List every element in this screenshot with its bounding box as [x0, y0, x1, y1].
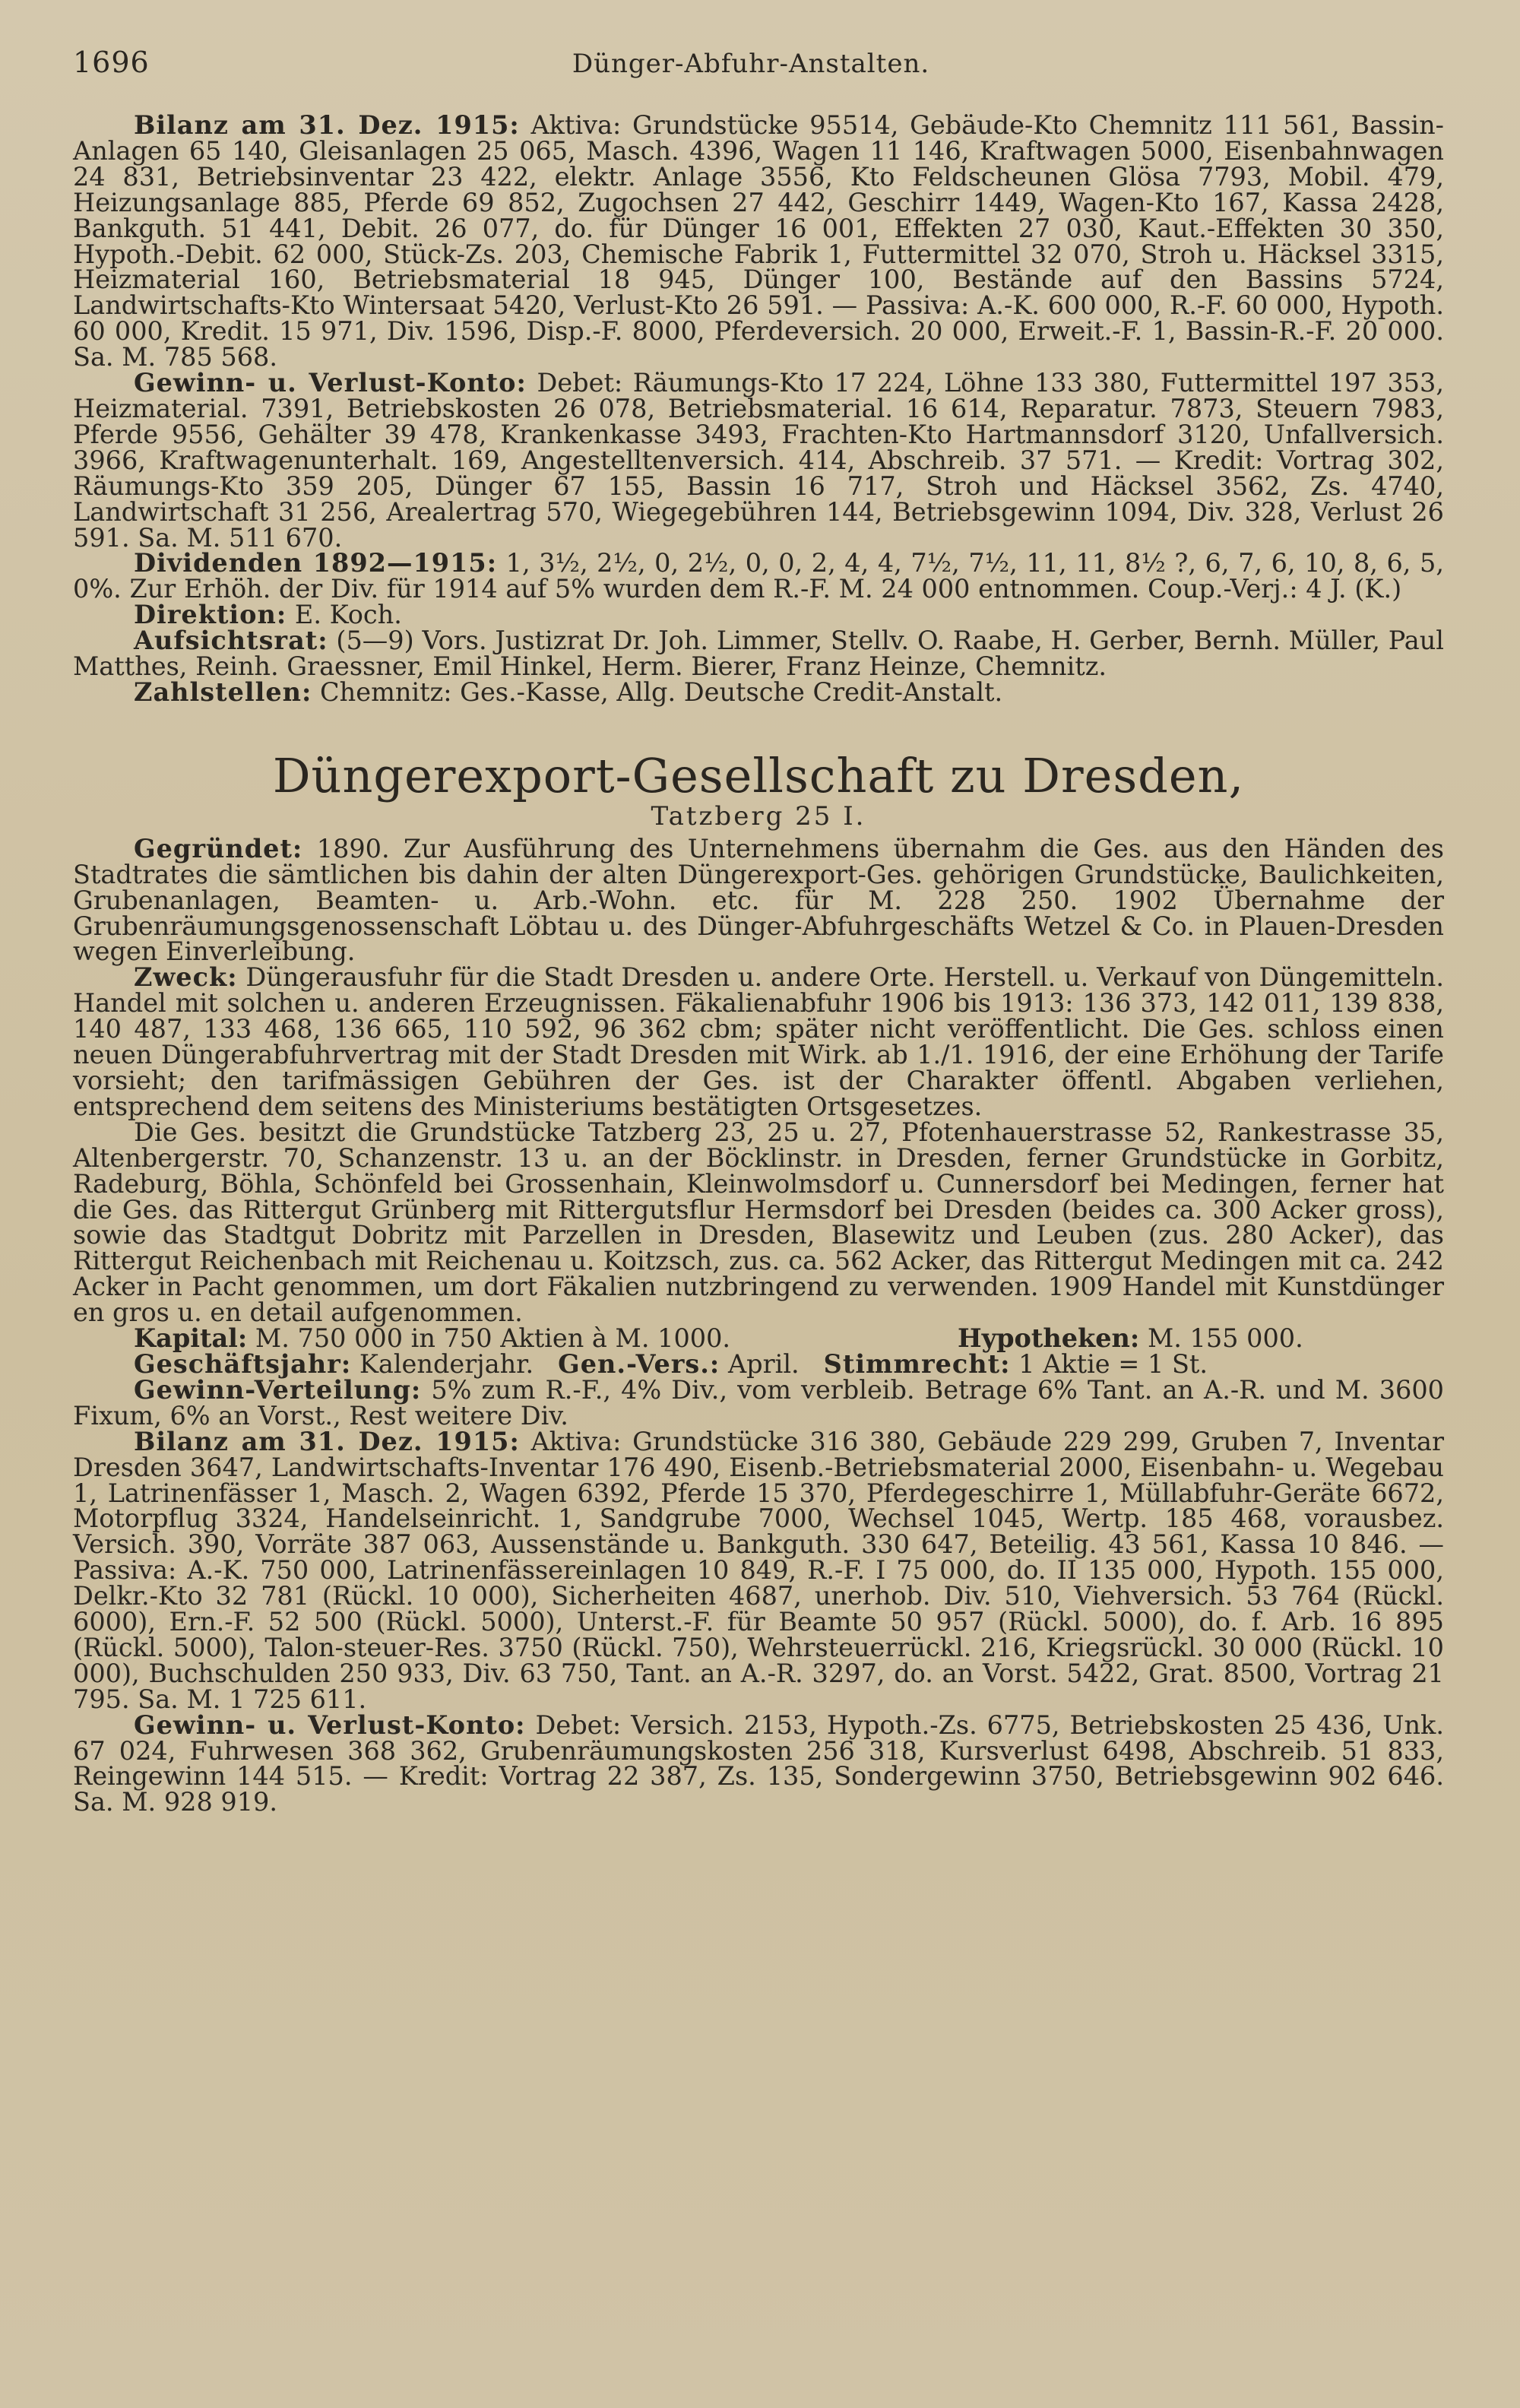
kapital-label: Kapital: — [134, 1323, 248, 1354]
aufsichtsrat-paragraph — [73, 628, 1444, 680]
hypotheken-label: Hypotheken: — [958, 1323, 1140, 1354]
hypotheken-text: M. 155 000. — [1147, 1323, 1303, 1354]
stimmrecht-label: Stimmrecht: — [823, 1348, 1011, 1379]
kapital-text: M. 750 000 in 750 Aktien à M. 1000. — [255, 1323, 731, 1354]
bilanz2-label: Bilanz am 31. Dez. 1915: — [134, 1426, 520, 1456]
guv2-paragraph — [73, 1709, 1445, 1817]
guv2-label: Gewinn- u. Verlust-Konto: — [134, 1709, 526, 1740]
company-title: Düngerexport-Gesellschaft zu Dresden, — [272, 747, 1245, 803]
zahlstellen-text: Chemnitz: Ges.-Kasse, Allg. Deutsche Credit-Anstalt. — [320, 676, 1003, 707]
dividenden-label: Dividenden 1892—1915: — [134, 548, 498, 578]
bilanz-label: Bilanz am 31. Dez. 1915: — [134, 110, 520, 140]
page-number: 1696 — [73, 46, 150, 79]
gegruendet-paragraph — [73, 833, 1444, 967]
gegruendet-text: 1890. Zur Ausführung des Unternehmens übernahm die Ges. aus den Händen des Stadtrates die sämtlichen bis dahin der alten Düngerexport-Ges. gehörigen Grundstücke, Baulichkeiten, Grubenanlagen, Beamten- u. Arb.-Wohn. etc. für M. 228 250. 1902 Übernahme der Grubenräumungsgenossenschaft Löbtau u. des Dünger-Abfuhrgeschäfts Wetzel & Co. in Plauen-Dresden wegen Einverleibung. — [73, 833, 1444, 967]
zweck-label: Zweck: — [134, 962, 238, 993]
bilanz2-text: Aktiva: Grundstücke 316 380, Gebäude 229 299, Gruben 7, Inventar Dresden 3647, Landwirtschafts-Inventar 176 490, Eisenb.-Betriebsmaterial 2000, Eisenbahn- u. Wegebau 1, Latrinenfässer 1, Masch. 2, Wagen 6392, Pferde 15 370, Pferdegeschirre 1, Müllabfuhr-Geräte 6672, Motorpflug 3324, Handelseinricht. 1, Sandgrube 7000, Wechsel 1045, Wertp. 185 468, vorausbez. Versich. 390, Vorräte 387 063, Aussenstände u. Bankguth. 330 647, Beteilig. 43 561, Kassa 10 846. — Passiva: A.-K. 750 000, Latrinenfässereinlagen 10 849, R.-F. I 75 000, do. II 135 000, Hypoth. 155 000, Delkr.-Kto 32 781 (Rückl. 10 000), Sicherheiten 4687, unerhob. Div. 510, Viehversich. 53 764 (Rückl. 6000), Ern.-F. 52 500 (Rückl. 5000), Unterst.-F. für Beamte 50 957 (Rückl. 5000), do. f. Arb. 16 895 (Rückl. 5000), Talon-steuer-Res. 3750 (Rückl. 750), Wehrsteuerrückl. 216, Kriegsrückl. 30 000 (Rückl. 10 000), Buchschulden 250 933, Div. 63 750, Tant. an A.-R. 3297, do. an Vorst. 5422, Grat. 8500, Vortrag 21 795. Sa. M. 1 725 611. — [73, 1426, 1444, 1714]
geschaeftsjahr-label: Geschäftsjahr: — [134, 1348, 352, 1379]
aufsichtsrat-label: Aufsichtsrat: — [134, 626, 328, 656]
stimmrecht-text: 1 Aktie = 1 St. — [1018, 1348, 1208, 1379]
company-address: Tatzberg 25 I. — [651, 800, 866, 832]
gegruendet-label: Gegründet: — [134, 833, 303, 863]
running-head: Dünger-Abfuhr-Anstalten. — [572, 49, 930, 79]
bilanz-text: Aktiva: Grundstücke 95514, Gebäude-Kto Chemnitz 111 561, Bassin-Anlagen 65 140, Gleisanlagen 25 065, Masch. 4396, Wagen 11 146, Kraftwagen 5000, Eisenbahnwagen 24 831, Betriebsinventar 23 422, elektr. Anlage 3556, Kto Feldscheunen Glösa 7793, Mobil. 479, Heizungsanlage 885, Pferde 69 852, Zugochsen 27 442, Geschirr 1449, Wagen-Kto 167, Kassa 2428, Bankguth. 51 441, Debit. 26 077, do. für Dünger 16 001, Effekten 27 030, Kaut.-Effekten 30 350, Hypoth.-Debit. 62 000, Stück-Zs. 203, Chemische Fabrik 1, Futtermittel 32 070, Stroh u. Häcksel 3315, Heizmaterial 160, Betriebsmaterial 18 945, Dünger 100, Bestände auf den Bassins 5724, Landwirtschafts-Kto Wintersaat 5420, Verlust-Kto 26 591. — Passiva: A.-K. 600 000, R.-F. 60 000, Hypoth. 60 000, Kredit. 15 971, Div. 1596, Disp.-F. 8000, Pferdeversich. 20 000, Erweit.-F. 1, Bassin-R.-F. 20 000. Sa. M. 785 568. — [73, 110, 1444, 372]
kapital-row — [73, 1323, 1444, 1354]
bilanz-paragraph — [73, 112, 1444, 370]
zahlstellen-label: Zahlstellen: — [134, 676, 312, 707]
direktion-text: E. Koch. — [294, 600, 402, 630]
geschaeftsjahr-text: Kalenderjahr. — [359, 1348, 534, 1379]
geschaeftsjahr-paragraph — [73, 1348, 1444, 1379]
guv2-text: Debet: Versich. 2153, Hypoth.-Zs. 6775, Betriebskosten 25 436, Unk. 67 024, Fuhrwesen 368 362, Grubenräumungskosten 256 318, Kursverlust 6498, Abschreib. 51 833, Reingewinn 144 515. — Kredit: Vortrag 22 387, Zs. 135, Sondergewinn 3750, Betriebsgewinn 902 646. Sa. M. 928 919. — [73, 1709, 1445, 1817]
dividenden-paragraph — [73, 550, 1444, 602]
guv-label: Gewinn- u. Verlust-Konto: — [134, 368, 527, 398]
gewinnverteilung-paragraph — [73, 1374, 1444, 1431]
gewinnverteilung-text: 5% zum R.-F., 4% Div., vom verbleib. Betrage 6% Tant. an A.-R. und M. 3600 Fixum, 6% an Vorst., Rest weitere Div. — [73, 1374, 1444, 1431]
direktion-paragraph — [73, 602, 1444, 628]
bilanz2-paragraph — [73, 1426, 1444, 1714]
zahlstellen-paragraph — [73, 676, 1444, 707]
guv-paragraph — [73, 368, 1444, 553]
gewinnverteilung-label: Gewinn-Verteilung: — [134, 1374, 422, 1405]
genvers-label: Gen.-Vers.: — [558, 1348, 720, 1379]
zweck-text: Düngerausfuhr für die Stadt Dresden u. andere Orte. Herstell. u. Verkauf von Düngemitteln. Handel mit solchen u. anderen Erzeugnissen. Fäkalienabfuhr 1906 bis 1913: 136 373, 142 011, 139 838, 140 487, 133 468, 136 665, 110 592, 96 362 cbm; später nicht veröffentlicht. Die Ges. schloss einen neuen Düngerabfuhrvertrag mit der Stadt Dresden mit Wirk. ab 1./1. 1916, der eine Erhöhung der Tarife vorsieht; den tarifmässigen Gebühren der Ges. ist der Charakter öffentl. Abgaben verliehen, entsprechend dem seitens des Ministeriums bestätigten Ortsgesetzes. — [73, 962, 1444, 1121]
direktion-label: Direktion: — [134, 600, 287, 630]
genvers-text: April. — [727, 1348, 800, 1379]
aufsichtsrat-text: (5—9) Vors. Justizrat Dr. Joh. Limmer, Stellv. O. Raabe, H. Gerber, Bernh. Müller, Paul Matthes, Reinh. Graessner, Emil Hinkel, Herm. Bierer, Franz Heinze, Chemnitz. — [73, 626, 1444, 682]
grundstuecke-paragraph: Die Ges. besitzt die Grundstücke Tatzberg 23, 25 u. 27, Pfotenhauerstrasse 52, Rankestrasse 35, Altenbergerstr. 70, Schanzenstr. 13 u. an der Böcklinstr. in Dresden, ferner Grundstücke in Gorbitz, Radeburg, Böhla, Schönfeld bei Grossenhain, Kleinwolmsdorf u. Cunnersdorf bei Medingen, ferner hat die Ges. das Rittergut Grünberg mit Rittergutsflur Hermsdorf bei Dresden (beides ca. 300 Acker gross), sowie das Stadtgut Dobritz mit Parzellen in Dresden, Blasewitz und Leuben (zus. 280 Acker), das Rittergut Reichenbach mit Reichenau u. Koitzsch, zus. ca. 562 Acker, das Rittergut Medingen mit ca. 242 Acker in Pacht genommen, um dort Fäkalien nutzbringend zu verwenden. 1909 Handel mit Kunstdünger en gros u. en detail aufgenommen. — [73, 1117, 1444, 1328]
page-header — [73, 46, 1444, 91]
dividenden-text: 1, 3½, 2½, 0, 2½, 0, 0, 2, 4, 4, 7½, 7½, 11, 11, 8½ ?, 6, 7, 6, 10, 8, 6, 5, 0%. Zur Erhöh. der Div. für 1914 auf 5% wurden dem R.-F. M. 24 000 entnommen. Coup.-Verj.: 4 J. (K.) — [73, 548, 1444, 604]
zweck-paragraph — [73, 962, 1444, 1121]
guv-text: Debet: Räumungs-Kto 17 224, Löhne 133 380, Futtermittel 197 353, Heizmaterial. 7391, Betriebskosten 26 078, Betriebsmaterial. 16 614, Reparatur. 7873, Steuern 7983, Pferde 9556, Gehälter 39 478, Krankenkasse 3493, Frachten-Kto Hartmannsdorf 3120, Unfallversich. 3966, Kraftwagenunterhalt. 169, Angestelltenversich. 414, Abschreib. 37 571. — Kredit: Vortrag 302, Räumungs-Kto 359 205, Dünger 67 155, Bassin 16 717, Stroh und Häcksel 3562, Zs. 4740, Landwirtschaft 31 256, Arealertrag 570, Wiegegebühren 144, Betriebsgewinn 1094, Div. 328, Verlust 26 591. Sa. M. 511 670. — [73, 368, 1444, 553]
